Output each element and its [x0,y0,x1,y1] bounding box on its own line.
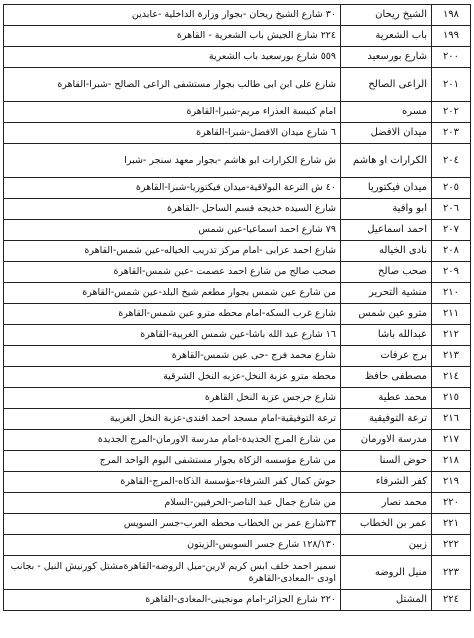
table-row [4,102,471,123]
location-name: مصطفى حافظ [341,367,432,388]
table-row [4,409,471,430]
row-number: ٢١٦ [432,409,471,430]
row-number: ٢٢١ [432,514,471,535]
table-row [4,47,471,68]
location-name: منشية التحرير [341,283,432,304]
location-address: امام كنيسة العذراء مريم-شبرا-القاهرة [4,102,341,123]
location-name: نادى الخياله [341,241,432,262]
row-number: ١٩٨ [432,5,471,26]
row-number: ٢٠٨ [432,241,471,262]
table-row [4,514,471,535]
location-name: ميدان فيكتوريا [341,178,432,199]
location-address: صحب صالح من شارع احمد عصمت -عين شمس-القاهرة [4,262,341,283]
table-row [4,262,471,283]
location-address: من شارع جمال عبد الناصر-الحرفيين-السلام [4,493,341,514]
row-number: ٢٢٤ [432,590,471,611]
table-row [4,241,471,262]
row-number: ١٩٩ [432,26,471,47]
location-name: محمد عطية [341,388,432,409]
table-row [4,144,471,178]
table-row [4,304,471,325]
location-address: من شارع عين شمس بجوار مطعم شيخ البلد-عين شمس-القاهرة [4,283,341,304]
location-name: كفر الشرفاء [341,472,432,493]
row-number: ٢١٩ [432,472,471,493]
table-body [4,5,471,611]
location-name: الراعى الصالح [341,68,432,102]
table-row [4,325,471,346]
row-number: ٢٠٣ [432,123,471,144]
location-address: ٥٥٩ شارع بورسعيد باب الشعرية [4,47,341,68]
table-row [4,283,471,304]
row-number: ٢١٨ [432,451,471,472]
row-number: ٢٠٦ [432,199,471,220]
location-address: حوش كمال كفر الشرفاء-مؤسسة الذكاه-المرج-القاهرة [4,472,341,493]
row-number: ٢٠٢ [432,102,471,123]
addresses-table [3,4,471,611]
row-number: ٢٠٧ [432,220,471,241]
location-name: الشيخ ريحان [341,5,432,26]
location-address: ٢٢٤ شارع الجيش باب الشعرية - القاهرة [4,26,341,47]
location-address: شارع محمد فرج -حى عين شمس-القاهرة [4,346,341,367]
page [3,4,471,636]
table-row [4,535,471,556]
location-address: ٣٠ شارع الشيخ ريحان -بجوار وزارة الداخلية -عابدين [4,5,341,26]
location-name: ترعة التوفيقية [341,409,432,430]
table-row [4,430,471,451]
location-address: شارع احمد عرابى -امام مركز تدريب الخياله-عين شمس-القاهرة [4,241,341,262]
location-address: شارع على ابن ابى طالب بجوار مستشفى الراعى الصالح -شبرا-القاهرة [4,68,341,102]
location-name: شارع بورسعيد [341,47,432,68]
location-address: ٣٣شارع عمر بن الخطاب محطه العرب-جسر السويس [4,514,341,535]
location-name: صحب صالح [341,262,432,283]
table-row [4,199,471,220]
location-address: ١٢٨/١٣٠ شارع جسر السويس-الزيتون [4,535,341,556]
location-name: حوض السنا [341,451,432,472]
table-row [4,68,471,102]
location-name: برج عرفات [341,346,432,367]
location-address: من شارع مؤسسه الزكاة بجوار مستشفى اليوم الواحد المرج [4,451,341,472]
row-number: ٢٢٣ [432,556,471,590]
location-name: مسره [341,102,432,123]
table-row [4,346,471,367]
table-row [4,26,471,47]
location-name: مترو عين شمس [341,304,432,325]
location-name: المشتل [341,590,432,611]
row-number: ٢٠١ [432,68,471,102]
row-number: ٢١٠ [432,283,471,304]
table-row [4,472,471,493]
location-name: باب الشعرية [341,26,432,47]
location-address: ترعة التوفيقية-امام مسجد احمد افندى-عزبة النخل الغربية [4,409,341,430]
location-address: سمير احمد خلف ابس كريم لارين-ميل الروضه-القاهرةمشتل كورنيش النيل - بجانب اودى -المعادى-القاهرة [4,556,341,590]
row-number: ٢٠٤ [432,144,471,178]
table-row [4,367,471,388]
table-row [4,556,471,590]
row-number: ٢٢٢ [432,535,471,556]
table-row [4,590,471,611]
table-row [4,220,471,241]
row-number: ٢١١ [432,304,471,325]
location-name: احمد اسماعيل [341,220,432,241]
table-row [4,388,471,409]
location-address: شارع السيده خديجه قسم الساحل -القاهرة [4,199,341,220]
location-name: الكرارات او هاشم [341,144,432,178]
location-address: شارع جرجس عزبة النخل القاهرة [4,388,341,409]
table-row [4,451,471,472]
row-number: ٢٢٠ [432,493,471,514]
location-name: ميدان الافضل [341,123,432,144]
row-number: ٢٠٠ [432,47,471,68]
location-address: ٢٢٠ شارع الجزائر-امام مونجينى-المعادى-القاهرة [4,590,341,611]
row-number: ٢١٤ [432,367,471,388]
location-name: منيل الروضه [341,556,432,590]
location-name: عبدالله باشا [341,325,432,346]
table-row [4,493,471,514]
row-number: ٢٠٩ [432,262,471,283]
location-address: ٤٠ ش الترعة البولاقية-ميدان فيكتوريا-شبرا-القاهرة [4,178,341,199]
location-address: ش شارع الكرارات ابو هاشم -بجوار معهد سنجر -شبرا [4,144,341,178]
location-address: محطه مترو عزبة النخل-عزبه النخل الشرقية [4,367,341,388]
row-number: ٢٠٥ [432,178,471,199]
table-row [4,123,471,144]
location-address: ٦ شارع ميدان الافضل-شبرا-القاهرة [4,123,341,144]
table-row [4,5,471,26]
location-name: زبين [341,535,432,556]
location-address: من شارع المرج الجديدة-امام مدرسة الاورمان-المرج الجديدة [4,430,341,451]
row-number: ٢١٣ [432,346,471,367]
row-number: ٢١٧ [432,430,471,451]
location-address: ١٦ شارع عبد الله باشا-عين شمس الغربية-القاهرة [4,325,341,346]
location-name: ابو وافية [341,199,432,220]
row-number: ٢١٢ [432,325,471,346]
table-row [4,178,471,199]
row-number: ٢١٥ [432,388,471,409]
location-address: شارع غرب السكه-امام محطه مترو عين شمس-القاهرة [4,304,341,325]
location-name: محمد نصار [341,493,432,514]
location-name: عمر بن الخطاب [341,514,432,535]
location-name: مدرسة الاورمان [341,430,432,451]
location-address: ٧٩ شارع احمد اسماعيا-عين شمس [4,220,341,241]
